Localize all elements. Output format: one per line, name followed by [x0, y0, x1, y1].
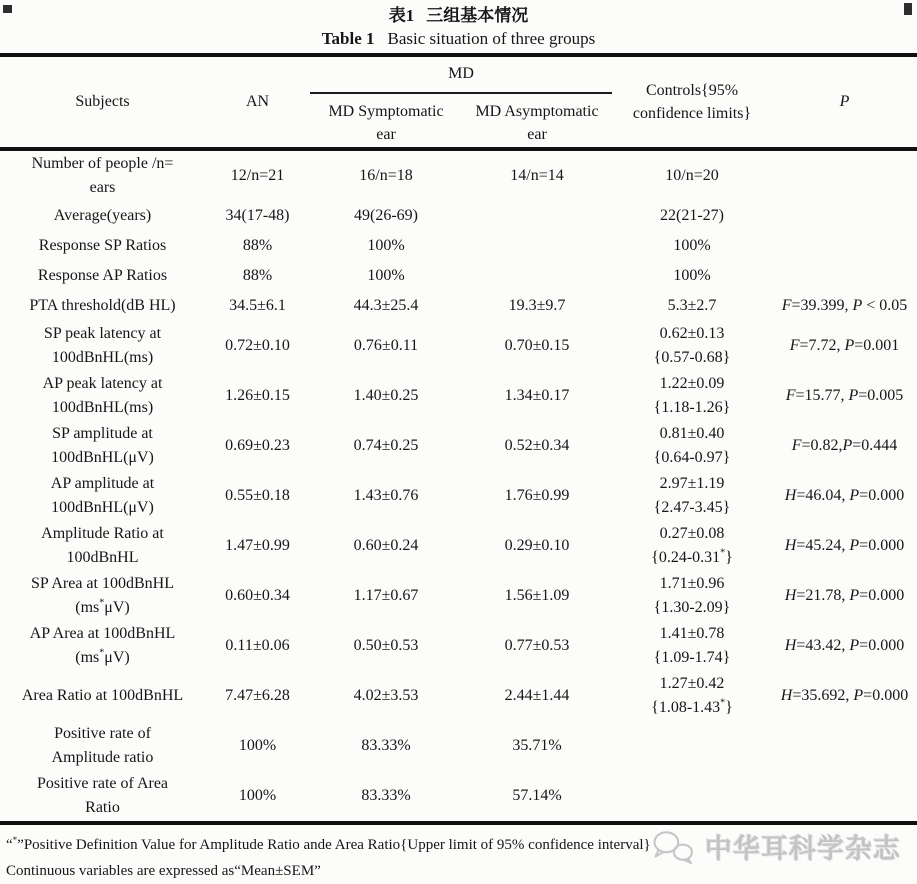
wechat-logo-icon [650, 829, 696, 865]
table-title-en: Table 1 Basic situation of three groups [321, 29, 596, 48]
row-label: SP peak latency at 100dBnHL(ms) [43, 325, 162, 366]
cell-md-symptomatic: 1.43±0.76 [353, 487, 419, 504]
cell-controls: 100% [673, 237, 711, 254]
cell-p-value: H=21.78, P=0.000 [784, 587, 905, 604]
table-bottom-rule [0, 821, 917, 825]
cell-md-asymptomatic: 57.14% [512, 787, 562, 804]
cell-controls: 1.71±0.96 {1.30-2.09} [653, 575, 731, 616]
cell-an: 88% [242, 267, 273, 284]
cell-controls: 5.3±2.7 [667, 297, 717, 314]
row-label: Average(years) [53, 207, 152, 224]
row-label: AP Area at 100dBnHL (ms*μV) [29, 625, 176, 666]
table-titles [0, 0, 917, 50]
journal-watermark [650, 827, 901, 866]
cell-controls: 22(21-27) [660, 207, 724, 224]
cell-md-symptomatic: 100% [367, 267, 405, 284]
cell-md-asymptomatic: 19.3±9.7 [508, 297, 566, 314]
cell-md-symptomatic: 0.50±0.53 [353, 637, 419, 654]
cell-md-asymptomatic: 0.52±0.34 [504, 437, 570, 454]
cell-an: 0.72±0.10 [225, 337, 290, 354]
scan-artifact [904, 3, 912, 15]
row-label: Positive rate of Area Ratio [36, 775, 169, 816]
header-p: P [839, 93, 850, 110]
cell-an: 0.55±0.18 [225, 487, 290, 504]
cell-an: 0.60±0.34 [225, 587, 290, 604]
cell-p-value: F=7.72, P=0.001 [789, 337, 900, 354]
cell-md-asymptomatic: 0.70±0.15 [504, 337, 570, 354]
cell-an: 34(17-48) [225, 207, 290, 224]
footnote-line-2: Continuous variables are expressed as“Mean±SEM” [6, 863, 321, 879]
cell-an: 100% [238, 737, 277, 754]
cell-md-symptomatic: 0.60±0.24 [353, 537, 419, 554]
cell-md-asymptomatic: 0.77±0.53 [504, 637, 570, 654]
header-md-group [310, 57, 612, 147]
header-controls: Controls{95% confidence limits} [632, 82, 752, 122]
cell-p-value: H=45.24, P=0.000 [784, 537, 905, 554]
watermark-text: 中华耳科学杂志 [705, 834, 901, 864]
row-label: Response SP Ratios [38, 237, 167, 254]
row-label: Response AP Ratios [37, 267, 168, 284]
cell-an: 1.47±0.99 [225, 537, 290, 554]
row-label: Positive rate of Amplitude ratio [51, 725, 154, 766]
cell-md-symptomatic: 100% [367, 237, 405, 254]
table-row [0, 571, 917, 621]
cell-md-asymptomatic: 14/n=14 [510, 167, 564, 184]
cell-p-value: H=46.04, P=0.000 [784, 487, 905, 504]
header-md: MD [310, 63, 612, 94]
cell-controls: 0.27±0.08 {0.24-0.31*} [651, 525, 733, 566]
cell-an: 12/n=21 [230, 167, 285, 184]
cell-an: 100% [238, 787, 277, 804]
scan-artifact [3, 5, 12, 13]
table-row [0, 421, 917, 471]
table-row [0, 471, 917, 521]
cell-md-symptomatic: 83.33% [361, 737, 411, 754]
cell-md-symptomatic: 0.74±0.25 [353, 437, 419, 454]
row-label: Area Ratio at 100dBnHL [21, 687, 184, 704]
row-label: PTA threshold(dB HL) [29, 297, 176, 314]
table-row [0, 521, 917, 571]
cell-md-symptomatic: 16/n=18 [359, 167, 413, 184]
cell-controls: 0.81±0.40 {0.64-0.97} [653, 425, 731, 466]
cell-md-asymptomatic: 1.34±0.17 [504, 387, 570, 404]
table-body [0, 151, 917, 821]
cell-p-value: F=39.399, P < 0.05 [781, 297, 908, 314]
cell-md-symptomatic: 1.40±0.25 [353, 387, 419, 404]
row-label: SP Area at 100dBnHL (ms*μV) [31, 575, 174, 616]
header-md-asymptomatic: MD Asymptomatic ear [475, 102, 599, 143]
table-header [0, 57, 917, 147]
cell-md-symptomatic: 0.76±0.11 [353, 337, 419, 354]
cell-md-asymptomatic: 35.71% [512, 737, 562, 754]
cell-controls: 100% [673, 267, 711, 284]
cell-controls: 1.27±0.42 {1.08-1.43*} [651, 675, 733, 716]
table-row [0, 291, 917, 321]
cell-an: 1.26±0.15 [225, 387, 290, 404]
cell-controls: 0.62±0.13 {0.57-0.68} [653, 325, 731, 366]
header-an: AN [245, 93, 270, 110]
table-row [0, 621, 917, 671]
footnote-line-1: “*”Positive Definition Value for Amplitude Ratio ande Area Ratio{Upper limit of 95% confidence interval} [6, 835, 651, 853]
header-md-symptomatic: MD Symptomatic ear [328, 102, 444, 143]
row-label: Number of people /n= ears [31, 155, 174, 196]
table-row [0, 321, 917, 371]
cell-p-value: H=43.42, P=0.000 [784, 637, 905, 654]
cell-controls: 1.22±0.09 {1.18-1.26} [653, 375, 731, 416]
cell-an: 0.69±0.23 [225, 437, 290, 454]
cell-an: 88% [242, 237, 273, 254]
table-row [0, 371, 917, 421]
table-row [0, 671, 917, 721]
row-label: AP peak latency at 100dBnHL(ms) [42, 375, 163, 416]
cell-md-symptomatic: 83.33% [361, 787, 411, 804]
cell-md-symptomatic: 49(26-69) [354, 207, 418, 224]
cell-md-asymptomatic: 1.76±0.99 [504, 487, 570, 504]
cell-md-symptomatic: 44.3±25.4 [353, 297, 419, 314]
row-label: AP amplitude at 100dBnHL(μV) [50, 475, 155, 516]
cell-controls: 10/n=20 [665, 167, 719, 184]
cell-md-asymptomatic: 0.29±0.10 [504, 537, 570, 554]
cell-controls: 2.97±1.19 {2.47-3.45} [653, 475, 731, 516]
cell-an: 7.47±6.28 [225, 687, 290, 704]
table-row [0, 201, 917, 231]
table-title-zh: 表1 三组基本情况 [388, 6, 529, 25]
row-label: SP amplitude at 100dBnHL(μV) [51, 425, 154, 466]
row-label: Amplitude Ratio at 100dBnHL [41, 525, 164, 566]
cell-md-asymptomatic: 2.44±1.44 [504, 687, 570, 704]
table-row [0, 151, 917, 201]
cell-md-symptomatic: 4.02±3.53 [353, 687, 419, 704]
cell-md-symptomatic: 1.17±0.67 [353, 587, 419, 604]
table-row [0, 231, 917, 261]
cell-controls: 1.41±0.78 {1.09-1.74} [653, 625, 731, 666]
table-row [0, 261, 917, 291]
table-row [0, 721, 917, 771]
cell-p-value: H=35.692, P=0.000 [780, 687, 909, 704]
cell-md-asymptomatic: 1.56±1.09 [504, 587, 570, 604]
cell-an: 0.11±0.06 [225, 637, 290, 654]
header-md-subcolumns [310, 94, 612, 146]
header-subjects: Subjects [75, 93, 130, 110]
cell-p-value: F=15.77, P=0.005 [785, 387, 904, 404]
cell-an: 34.5±6.1 [229, 297, 286, 314]
cell-p-value: F=0.82,P=0.444 [791, 437, 898, 454]
table-row [0, 771, 917, 821]
